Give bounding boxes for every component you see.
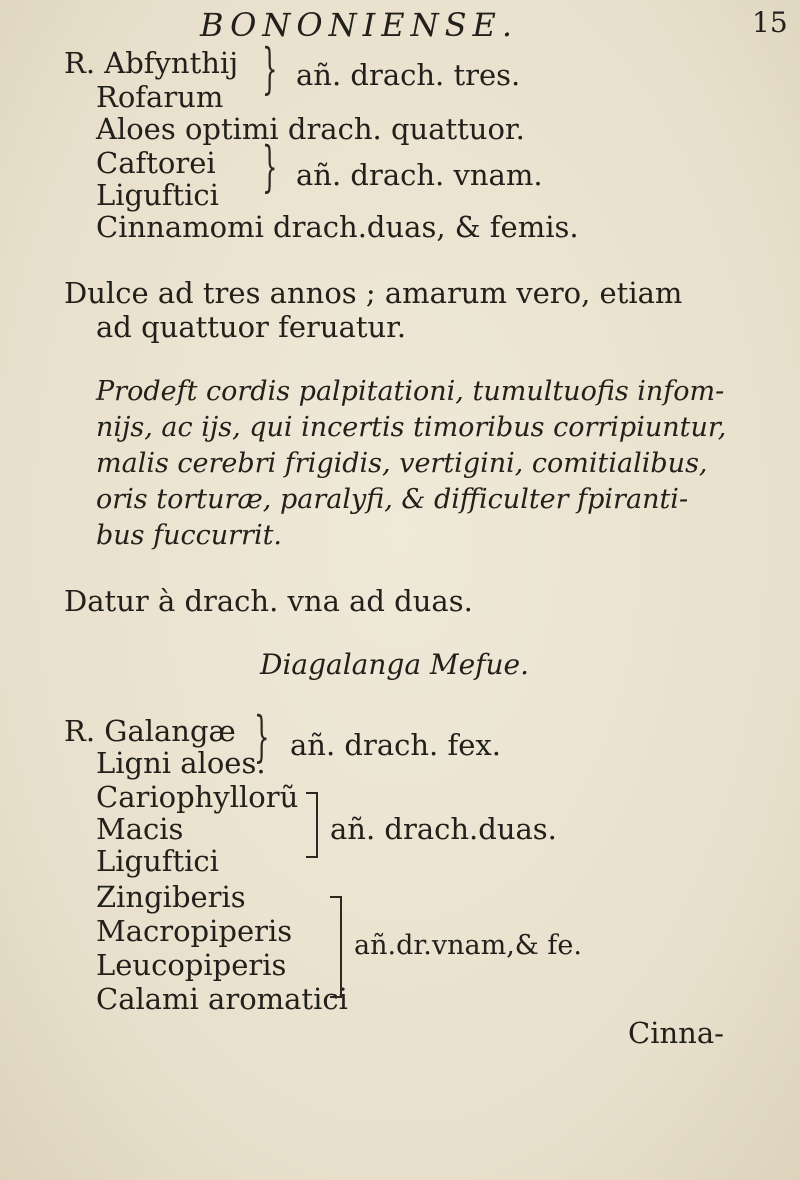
recipe-line: Zingiberis <box>96 880 246 914</box>
text-line: oris torturæ, paralyfi, & difficulter fpiranti- <box>96 484 689 515</box>
text-line: Datur à drach. vna ad duas. <box>64 584 473 618</box>
recipe-line: Liguftici <box>96 178 219 212</box>
text-line: nijs, ac ijs, qui incertis timoribus corripiuntur, <box>96 412 727 443</box>
recipe-line: Cinnamomi drach.duas, & femis. <box>96 210 579 244</box>
recipe-line: R. Abfynthij <box>64 46 239 80</box>
recipe-line: Liguftici <box>96 844 219 878</box>
recipe-line: Macropiperis <box>96 914 293 948</box>
dose-label: añ. drach. tres. <box>296 58 521 92</box>
bracket <box>306 792 318 858</box>
dose-label: añ. drach.duas. <box>330 812 557 846</box>
recipe-line: Rofarum <box>96 80 224 114</box>
text-line: bus fuccurrit. <box>96 520 283 551</box>
recipe-line: Caftorei <box>96 146 216 180</box>
recipe-line: Ligni aloes. <box>96 746 266 780</box>
catchword: Cinna- <box>628 1016 724 1050</box>
recipe-line: Aloes optimi drach. quattuor. <box>96 112 525 146</box>
recipe-line: Macis <box>96 812 184 846</box>
text-line: Dulce ad tres annos ; amarum vero, etiam <box>64 276 683 310</box>
text-line: malis cerebri frigidis, vertigini, comitialibus, <box>96 448 708 479</box>
recipe-line: Cariophyllorũ <box>96 780 299 814</box>
text-line: ad quattuor feruatur. <box>96 310 407 344</box>
section-title: Diagalanga Mefue. <box>260 648 530 681</box>
brace: } <box>262 135 278 198</box>
dose-label: añ. drach. vnam. <box>296 158 543 192</box>
page-number: 15 <box>752 6 788 39</box>
brace: } <box>262 37 278 100</box>
running-head: BONONIENSE. <box>200 6 519 44</box>
text-line: Prodeft cordis palpitationi, tumultuofis infom- <box>96 376 725 407</box>
recipe-line: R. Galangæ <box>64 714 236 748</box>
brace: } <box>254 705 270 768</box>
recipe-line: Calami aromatici <box>96 982 348 1016</box>
bracket <box>330 896 342 998</box>
dose-label: añ. drach. fex. <box>290 728 501 762</box>
recipe-line: Leucopiperis <box>96 948 287 982</box>
dose-label: añ.dr.vnam,& fe. <box>354 930 582 961</box>
